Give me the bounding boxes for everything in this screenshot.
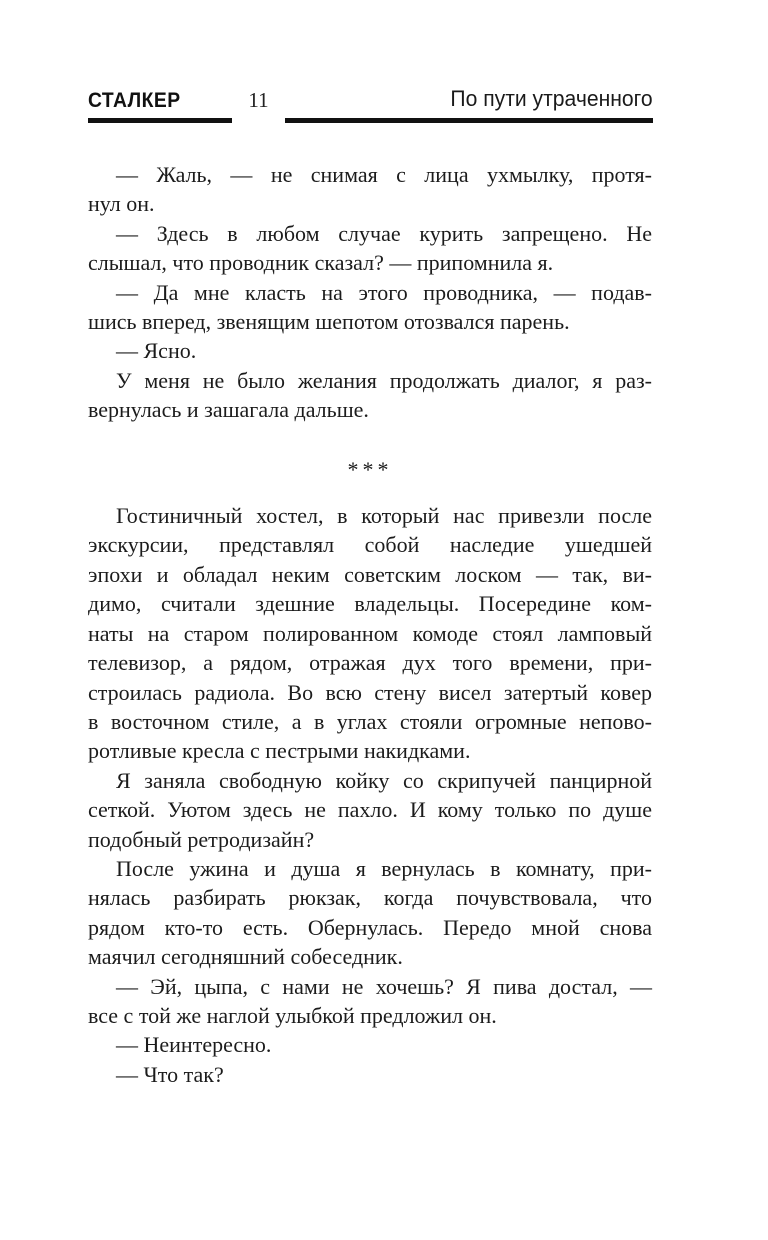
paragraph [88,160,652,219]
text-line: После ужина и душа я вернулась в комнату, при- [116,855,652,881]
text-line: У меня не было желания продолжать диалог, я раз- [116,367,652,393]
text-line: — Здесь в любом случае курить запрещено. Не [116,220,652,246]
running-header [88,88,653,123]
text-line: слышал, что проводник сказал? — припомнила я. [88,250,554,276]
text-line: сеткой. Уютом здесь не пахло. И кому только по душе [88,797,652,823]
paragraph [88,336,652,365]
paragraph [88,1030,652,1059]
text-line: — Неинтересно. [116,1032,272,1058]
text-line: димо, считали здешние владельцы. Посередине ком- [88,591,652,617]
paragraph [88,278,652,337]
text-line: маячил сегодняшний собеседник. [88,944,403,970]
paragraph [88,1060,652,1089]
text-line: строилась радиола. Во всю стену висел затертый ковер [88,679,652,705]
paragraph [88,854,652,972]
paragraph [88,219,652,278]
text-line: подобный ретродизайн? [88,826,315,852]
text-line: экскурсии, представлял собой наследие ушедшей [88,532,652,558]
series-brand: СТАЛКЕР [88,89,181,112]
text-line: — Да мне класть на этого проводника, — подав- [116,279,652,305]
paragraph [88,366,652,425]
paragraph [88,972,652,1031]
text-line: нул он. [88,191,155,217]
header-rule-right [285,88,653,123]
text-line: в восточном стиле, а в углах стояли огромные непово- [88,708,652,734]
text-line: — Что так? [116,1061,224,1087]
text-line: — Ясно. [116,338,197,364]
text-line: ротливые кресла с пестрыми накидками. [88,738,471,764]
text-line: — Эй, цыпа, с нами не хочешь? Я пива достал, — [116,973,652,999]
text-line: телевизор, а рядом, отражая дух того времени, при- [88,650,652,676]
text-line: все с той же наглой улыбкой предложил он. [88,1002,497,1028]
paragraph [88,766,652,854]
text-line: Я заняла свободную койку со скрипучей панцирной [116,767,652,793]
text-line: Гостиничный хостел, в который нас привезли после [116,503,652,529]
section-separator: *** [347,456,393,482]
header-rule-left [88,90,232,123]
paragraph [88,501,652,766]
chapter-title: По пути утраченного [450,86,653,111]
text-line: эпохи и обладал неким советским лоском — так, ви- [88,561,652,587]
text-line: наты на старом полированном комоде стоял ламповый [88,620,652,646]
page-number: 11 [248,88,269,112]
text-line: нялась разбирать рюкзак, когда почувствовала, что [88,885,652,911]
text-line: — Жаль, — не снимая с лица ухмылку, протя- [116,162,652,187]
text-line: вернулась и зашагала дальше. [88,397,369,423]
text-line: шись вперед, звенящим шепотом отозвался парень. [88,309,570,335]
text-line: рядом кто-то есть. Обернулась. Передо мной снова [88,914,652,940]
page-body [88,160,652,1089]
